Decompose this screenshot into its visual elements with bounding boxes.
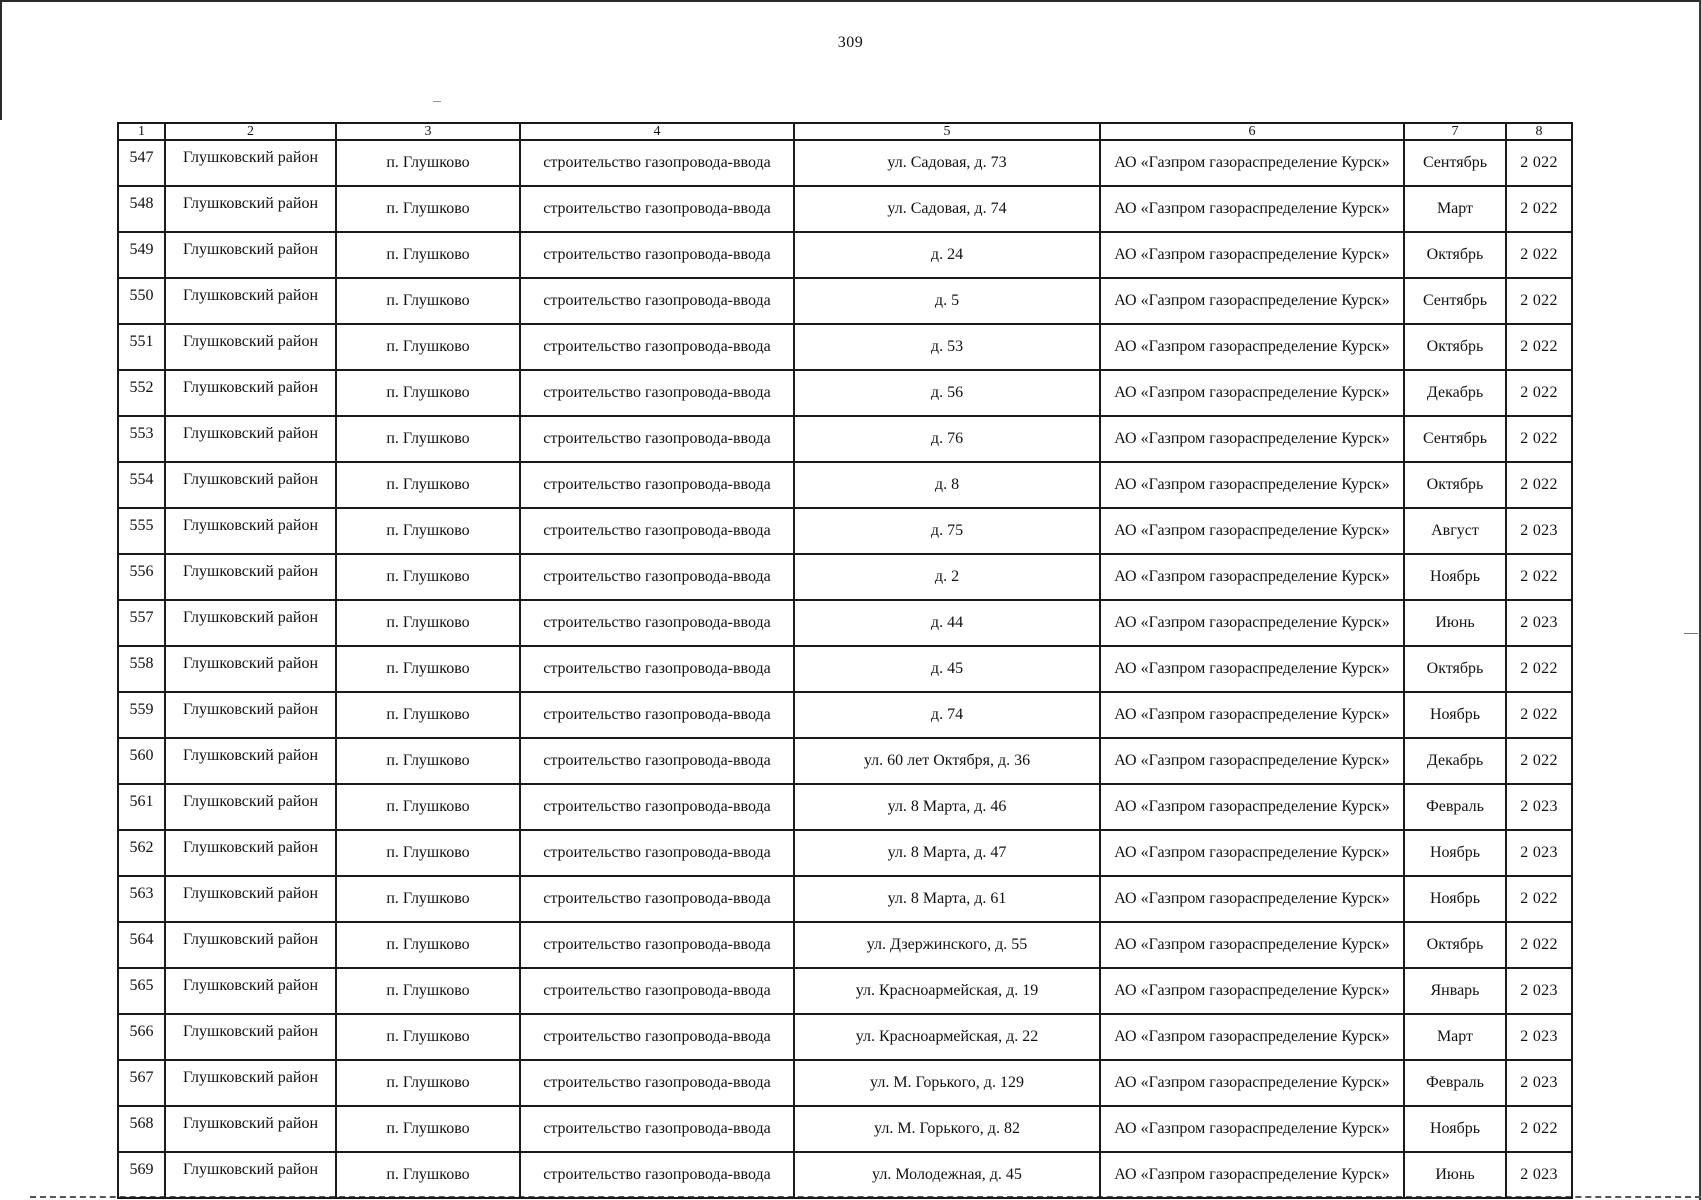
settlement-cell: п. Глушково: [336, 830, 520, 876]
year-cell: 2 022: [1506, 416, 1572, 462]
settlement-cell: п. Глушково: [336, 1106, 520, 1152]
year-cell: 2 022: [1506, 140, 1572, 186]
work-type-cell: строительство газопровода-ввода: [520, 508, 794, 554]
table-body: [118, 140, 1572, 1198]
month-cell: Сентябрь: [1404, 416, 1506, 462]
work-type-cell: строительство газопровода-ввода: [520, 692, 794, 738]
column-header: 8: [1506, 123, 1572, 140]
work-type-cell: строительство газопровода-ввода: [520, 1106, 794, 1152]
column-header: 3: [336, 123, 520, 140]
row-number: 551: [118, 324, 165, 370]
district-cell: Глушковский район: [165, 876, 336, 922]
month-cell: Сентябрь: [1404, 140, 1506, 186]
work-type-cell: строительство газопровода-ввода: [520, 554, 794, 600]
settlement-cell: п. Глушково: [336, 600, 520, 646]
contractor-cell: АО «Газпром газораспределение Курск»: [1100, 600, 1404, 646]
margin-mark: [1684, 633, 1698, 634]
year-cell: 2 023: [1506, 1014, 1572, 1060]
district-cell: Глушковский район: [165, 646, 336, 692]
month-cell: Октябрь: [1404, 232, 1506, 278]
district-cell: Глушковский район: [165, 1106, 336, 1152]
settlement-cell: п. Глушково: [336, 324, 520, 370]
row-number: 568: [118, 1106, 165, 1152]
contractor-cell: АО «Газпром газораспределение Курск»: [1100, 1152, 1404, 1198]
row-number: 562: [118, 830, 165, 876]
column-header: 5: [794, 123, 1100, 140]
district-cell: Глушковский район: [165, 784, 336, 830]
settlement-cell: п. Глушково: [336, 554, 520, 600]
month-cell: Ноябрь: [1404, 1106, 1506, 1152]
district-cell: Глушковский район: [165, 1014, 336, 1060]
month-cell: Ноябрь: [1404, 876, 1506, 922]
work-type-cell: строительство газопровода-ввода: [520, 600, 794, 646]
settlement-cell: п. Глушково: [336, 968, 520, 1014]
column-header: 2: [165, 123, 336, 140]
column-header: 4: [520, 123, 794, 140]
row-number: 550: [118, 278, 165, 324]
table-row: [118, 692, 1572, 738]
contractor-cell: АО «Газпром газораспределение Курск»: [1100, 1060, 1404, 1106]
address-cell: ул. М. Горького, д. 129: [794, 1060, 1100, 1106]
settlement-cell: п. Глушково: [336, 646, 520, 692]
settlement-cell: п. Глушково: [336, 370, 520, 416]
settlement-cell: п. Глушково: [336, 140, 520, 186]
scan-speck: [433, 101, 441, 102]
month-cell: Январь: [1404, 968, 1506, 1014]
table-row: [118, 140, 1572, 186]
year-cell: 2 023: [1506, 508, 1572, 554]
table-row: [118, 1014, 1572, 1060]
district-cell: Глушковский район: [165, 508, 336, 554]
address-cell: д. 75: [794, 508, 1100, 554]
table-row: [118, 1060, 1572, 1106]
settlement-cell: п. Глушково: [336, 462, 520, 508]
row-number: 565: [118, 968, 165, 1014]
row-number: 555: [118, 508, 165, 554]
contractor-cell: АО «Газпром газораспределение Курск»: [1100, 416, 1404, 462]
contractor-cell: АО «Газпром газораспределение Курск»: [1100, 1106, 1404, 1152]
district-cell: Глушковский район: [165, 1060, 336, 1106]
work-type-cell: строительство газопровода-ввода: [520, 738, 794, 784]
table-row: [118, 738, 1572, 784]
table-row: [118, 462, 1572, 508]
contractor-cell: АО «Газпром газораспределение Курск»: [1100, 692, 1404, 738]
row-number: 569: [118, 1152, 165, 1198]
settlement-cell: п. Глушково: [336, 738, 520, 784]
district-cell: Глушковский район: [165, 416, 336, 462]
year-cell: 2 022: [1506, 462, 1572, 508]
year-cell: 2 022: [1506, 646, 1572, 692]
row-number: 554: [118, 462, 165, 508]
work-type-cell: строительство газопровода-ввода: [520, 1060, 794, 1106]
contractor-cell: АО «Газпром газораспределение Курск»: [1100, 554, 1404, 600]
address-cell: д. 76: [794, 416, 1100, 462]
row-number: 559: [118, 692, 165, 738]
contractor-cell: АО «Газпром газораспределение Курск»: [1100, 738, 1404, 784]
table-row: [118, 968, 1572, 1014]
settlement-cell: п. Глушково: [336, 876, 520, 922]
work-type-cell: строительство газопровода-ввода: [520, 232, 794, 278]
district-cell: Глушковский район: [165, 1152, 336, 1198]
work-type-cell: строительство газопровода-ввода: [520, 968, 794, 1014]
district-cell: Глушковский район: [165, 186, 336, 232]
year-cell: 2 023: [1506, 600, 1572, 646]
contractor-cell: АО «Газпром газораспределение Курск»: [1100, 830, 1404, 876]
contractor-cell: АО «Газпром газораспределение Курск»: [1100, 784, 1404, 830]
contractor-cell: АО «Газпром газораспределение Курск»: [1100, 646, 1404, 692]
month-cell: Июнь: [1404, 600, 1506, 646]
year-cell: 2 023: [1506, 784, 1572, 830]
month-cell: Октябрь: [1404, 922, 1506, 968]
month-cell: Март: [1404, 1014, 1506, 1060]
district-cell: Глушковский район: [165, 370, 336, 416]
contractor-cell: АО «Газпром газораспределение Курск»: [1100, 922, 1404, 968]
table-row: [118, 324, 1572, 370]
district-cell: Глушковский район: [165, 462, 336, 508]
work-type-cell: строительство газопровода-ввода: [520, 646, 794, 692]
work-type-cell: строительство газопровода-ввода: [520, 784, 794, 830]
year-cell: 2 022: [1506, 232, 1572, 278]
table-row: [118, 278, 1572, 324]
column-header: 1: [118, 123, 165, 140]
header-row: [118, 123, 1572, 140]
work-type-cell: строительство газопровода-ввода: [520, 324, 794, 370]
row-number: 564: [118, 922, 165, 968]
settlement-cell: п. Глушково: [336, 922, 520, 968]
settlement-cell: п. Глушково: [336, 1152, 520, 1198]
year-cell: 2 022: [1506, 278, 1572, 324]
address-cell: ул. 8 Марта, д. 46: [794, 784, 1100, 830]
settlement-cell: п. Глушково: [336, 278, 520, 324]
address-cell: ул. М. Горького, д. 82: [794, 1106, 1100, 1152]
work-type-cell: строительство газопровода-ввода: [520, 140, 794, 186]
month-cell: Декабрь: [1404, 370, 1506, 416]
work-type-cell: строительство газопровода-ввода: [520, 922, 794, 968]
month-cell: Ноябрь: [1404, 692, 1506, 738]
address-cell: д. 53: [794, 324, 1100, 370]
year-cell: 2 022: [1506, 922, 1572, 968]
address-cell: ул. Дзержинского, д. 55: [794, 922, 1100, 968]
district-cell: Глушковский район: [165, 738, 336, 784]
contractor-cell: АО «Газпром газораспределение Курск»: [1100, 186, 1404, 232]
row-number: 549: [118, 232, 165, 278]
work-type-cell: строительство газопровода-ввода: [520, 876, 794, 922]
table-row: [118, 1106, 1572, 1152]
month-cell: Август: [1404, 508, 1506, 554]
address-cell: ул. 8 Марта, д. 47: [794, 830, 1100, 876]
contractor-cell: АО «Газпром газораспределение Курск»: [1100, 278, 1404, 324]
column-header: 6: [1100, 123, 1404, 140]
year-cell: 2 022: [1506, 1106, 1572, 1152]
scan-border-top: [0, 0, 1701, 2]
contractor-cell: АО «Газпром газораспределение Курск»: [1100, 232, 1404, 278]
month-cell: Ноябрь: [1404, 830, 1506, 876]
table-row: [118, 186, 1572, 232]
settlement-cell: п. Глушково: [336, 784, 520, 830]
work-type-cell: строительство газопровода-ввода: [520, 830, 794, 876]
row-number: 567: [118, 1060, 165, 1106]
address-cell: д. 74: [794, 692, 1100, 738]
row-number: 566: [118, 1014, 165, 1060]
address-cell: ул. Красноармейская, д. 22: [794, 1014, 1100, 1060]
year-cell: 2 023: [1506, 1060, 1572, 1106]
settlement-cell: п. Глушково: [336, 692, 520, 738]
settlement-cell: п. Глушково: [336, 1060, 520, 1106]
contractor-cell: АО «Газпром газораспределение Курск»: [1100, 876, 1404, 922]
address-cell: ул. Молодежная, д. 45: [794, 1152, 1100, 1198]
contractor-cell: АО «Газпром газораспределение Курск»: [1100, 324, 1404, 370]
address-cell: д. 56: [794, 370, 1100, 416]
work-type-cell: строительство газопровода-ввода: [520, 370, 794, 416]
year-cell: 2 022: [1506, 186, 1572, 232]
month-cell: Февраль: [1404, 1060, 1506, 1106]
address-cell: ул. 8 Марта, д. 61: [794, 876, 1100, 922]
work-type-cell: строительство газопровода-ввода: [520, 1152, 794, 1198]
year-cell: 2 022: [1506, 370, 1572, 416]
address-cell: д. 44: [794, 600, 1100, 646]
month-cell: Октябрь: [1404, 324, 1506, 370]
settlement-cell: п. Глушково: [336, 186, 520, 232]
settlement-cell: п. Глушково: [336, 232, 520, 278]
contractor-cell: АО «Газпром газораспределение Курск»: [1100, 462, 1404, 508]
table-row: [118, 508, 1572, 554]
row-number: 557: [118, 600, 165, 646]
address-cell: д. 2: [794, 554, 1100, 600]
month-cell: Декабрь: [1404, 738, 1506, 784]
table-row: [118, 876, 1572, 922]
row-number: 547: [118, 140, 165, 186]
district-cell: Глушковский район: [165, 968, 336, 1014]
table-row: [118, 370, 1572, 416]
row-number: 556: [118, 554, 165, 600]
address-cell: д. 8: [794, 462, 1100, 508]
table-row: [118, 416, 1572, 462]
table-row: [118, 1152, 1572, 1198]
month-cell: Сентябрь: [1404, 278, 1506, 324]
settlement-cell: п. Глушково: [336, 416, 520, 462]
district-cell: Глушковский район: [165, 232, 336, 278]
year-cell: 2 023: [1506, 1152, 1572, 1198]
work-type-cell: строительство газопровода-ввода: [520, 462, 794, 508]
row-number: 553: [118, 416, 165, 462]
district-cell: Глушковский район: [165, 830, 336, 876]
contractor-cell: АО «Газпром газораспределение Курск»: [1100, 508, 1404, 554]
district-cell: Глушковский район: [165, 554, 336, 600]
address-cell: д. 5: [794, 278, 1100, 324]
address-cell: ул. 60 лет Октября, д. 36: [794, 738, 1100, 784]
column-header: 7: [1404, 123, 1506, 140]
year-cell: 2 022: [1506, 876, 1572, 922]
district-cell: Глушковский район: [165, 922, 336, 968]
year-cell: 2 023: [1506, 968, 1572, 1014]
table-row: [118, 600, 1572, 646]
settlement-cell: п. Глушково: [336, 1014, 520, 1060]
month-cell: Июнь: [1404, 1152, 1506, 1198]
row-number: 552: [118, 370, 165, 416]
table-row: [118, 554, 1572, 600]
table-row: [118, 784, 1572, 830]
month-cell: Февраль: [1404, 784, 1506, 830]
year-cell: 2 022: [1506, 692, 1572, 738]
district-cell: Глушковский район: [165, 600, 336, 646]
contractor-cell: АО «Газпром газораспределение Курск»: [1100, 140, 1404, 186]
month-cell: Октябрь: [1404, 646, 1506, 692]
month-cell: Март: [1404, 186, 1506, 232]
row-number: 558: [118, 646, 165, 692]
address-cell: д. 24: [794, 232, 1100, 278]
work-type-cell: строительство газопровода-ввода: [520, 186, 794, 232]
work-type-cell: строительство газопровода-ввода: [520, 278, 794, 324]
row-number: 548: [118, 186, 165, 232]
row-number: 560: [118, 738, 165, 784]
year-cell: 2 022: [1506, 554, 1572, 600]
table-row: [118, 646, 1572, 692]
scan-border-left: [0, 0, 2, 120]
year-cell: 2 023: [1506, 830, 1572, 876]
page-number: 309: [837, 34, 864, 51]
year-cell: 2 022: [1506, 738, 1572, 784]
table-row: [118, 922, 1572, 968]
table-row: [118, 232, 1572, 278]
row-number: 563: [118, 876, 165, 922]
month-cell: Ноябрь: [1404, 554, 1506, 600]
district-cell: Глушковский район: [165, 692, 336, 738]
month-cell: Октябрь: [1404, 462, 1506, 508]
work-type-cell: строительство газопровода-ввода: [520, 1014, 794, 1060]
district-cell: Глушковский район: [165, 140, 336, 186]
address-cell: ул. Красноармейская, д. 19: [794, 968, 1100, 1014]
table-header: [118, 123, 1572, 140]
address-cell: ул. Садовая, д. 74: [794, 186, 1100, 232]
contractor-cell: АО «Газпром газораспределение Курск»: [1100, 968, 1404, 1014]
address-cell: ул. Садовая, д. 73: [794, 140, 1100, 186]
address-cell: д. 45: [794, 646, 1100, 692]
contractor-cell: АО «Газпром газораспределение Курск»: [1100, 370, 1404, 416]
work-type-cell: строительство газопровода-ввода: [520, 416, 794, 462]
settlement-cell: п. Глушково: [336, 508, 520, 554]
contractor-cell: АО «Газпром газораспределение Курск»: [1100, 1014, 1404, 1060]
gas-pipeline-table: [117, 122, 1573, 1199]
table-row: [118, 830, 1572, 876]
row-number: 561: [118, 784, 165, 830]
year-cell: 2 022: [1506, 324, 1572, 370]
district-cell: Глушковский район: [165, 278, 336, 324]
district-cell: Глушковский район: [165, 324, 336, 370]
